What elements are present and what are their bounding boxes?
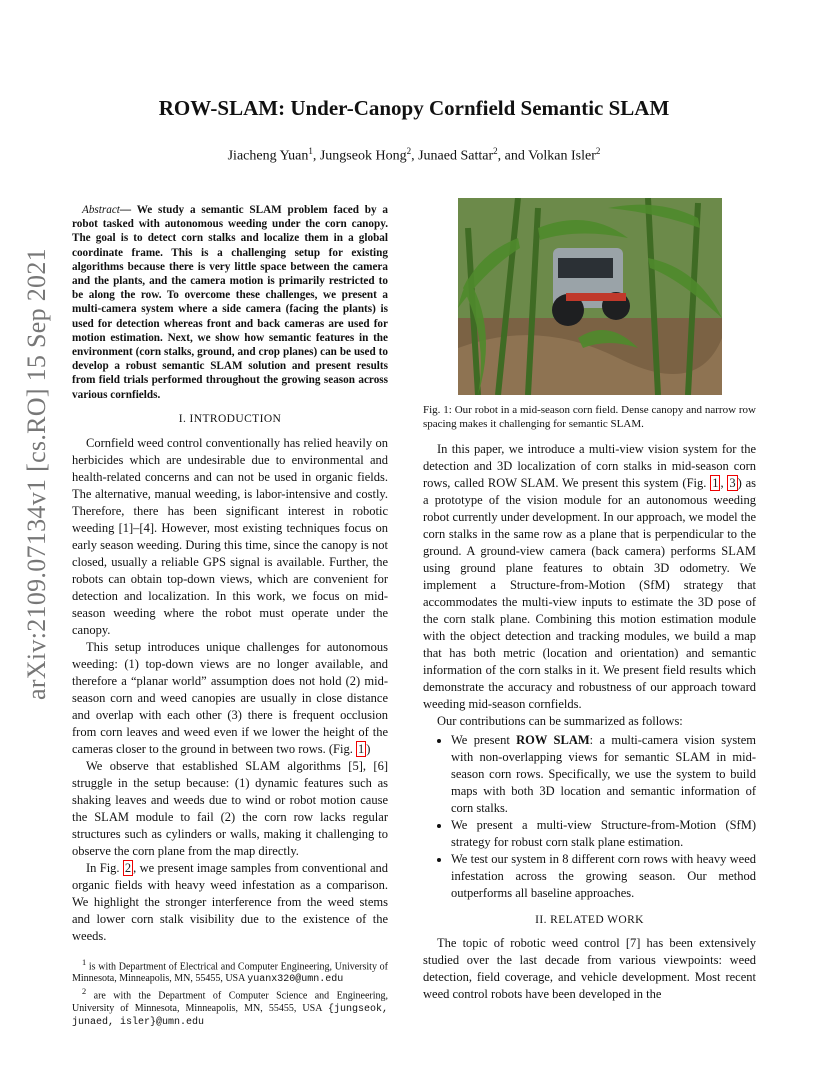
email-address: yuanx320@umn.edu xyxy=(247,974,344,986)
list-item: • We test our system in 8 different corn rows with heavy weed infestation across the growing season. Our method outperforms all baseline approaches. xyxy=(451,851,756,902)
intro-paragraph-4: In Fig. 2 , we present image samples from conventional and organic fields with heavy weed infestation as a comparison. We highlight the stronger interference from the weed stems and lower corn stalk visibility due to the existence of the weeds. xyxy=(72,860,388,943)
body-paragraph: The topic of robotic weed control [7] has been extensively studied over the last decade from various viewpoints: weed detection, field coverage, and vehicle development. Most recent weed control robots have been developed in the xyxy=(423,936,756,1001)
intro-paragraph-1: Cornfield weed control conventionally has relied heavily on herbicides which are undesirable due to environmental and health-related concerns and can not be used in organic fields. The alternative, manual weeding, is labor-intensive and costly. Therefore, there has been significant interest in robotic weeding [1]–[4]. However, most existing techniques focus on early season weeding. During this time, since the canopy is not closed, usually a reliable GPS signal is available. Further, the robots can obtain top-down views, which are convenient for detection and localization. In this work, we focus on mid-season weeding where the robot must operate under the canopy. xyxy=(72,435,388,637)
author-list: Jiacheng Yuan$^1$, Jungseok Hong$^2$, Junaed Sattar$^2$, and Volkan Isler$^2$ xyxy=(227,146,601,164)
right-column xyxy=(423,441,756,1003)
affiliation-mark: 2 xyxy=(493,146,498,156)
list-item: • We present a multi-view Structure-from-Motion (SfM) strategy for robust corn stalk plane estimation. xyxy=(451,817,756,851)
author-name: Jungseok Hong xyxy=(319,148,407,164)
author-name: Jiacheng Yuan xyxy=(227,148,309,164)
abstract-label: Abstract xyxy=(82,204,120,216)
photo-illustration xyxy=(458,198,722,395)
intro-paragraph-3: We observe that established SLAM algorithms [5], [6] struggle in the setup because: (1) dynamic features such as shaking leaves and weeds due to wind or robot motion cause the SLAM module to fail (2) the corn row lacks regular structures such as cylinders or walls, making it challenging to observe the corn plane from the map directly. xyxy=(72,758,388,858)
figure-reference-link[interactable]: 3 xyxy=(729,476,736,490)
figure-caption: Fig. 1: Our robot in a mid-season corn field. Dense canopy and narrow row spacing makes it challenging for semantic SLAM. xyxy=(423,404,756,430)
robot-cornfield-photo xyxy=(458,198,722,395)
figure-reference-link[interactable]: 1 xyxy=(357,741,365,756)
contributions-list xyxy=(423,732,756,902)
email-address: {jungseok, junaed, isler}@umn.edu xyxy=(72,1003,388,1028)
author-name: Volkan Isler xyxy=(528,148,596,164)
footnote-1: $^1$ is with Department of Electrical and Computer Engineering, University of Minnesota, Minneapolis, MN, 55455, USA yuanx320@umn.edu xyxy=(72,957,388,986)
affiliation-mark: 1 xyxy=(308,146,313,156)
affiliation-mark: 2 xyxy=(406,146,412,156)
list-item: • We present ROW SLAM: a multi-camera vision system with non-overlapping views for semantic SLAM in mid-season corn rows. Specifically, we use the system to build maps with both 3D location and semantic information of corn stalks. xyxy=(451,732,756,817)
paper-title: ROW-SLAM: Under-Canopy Cornfield Semantic SLAM xyxy=(158,96,670,120)
left-column xyxy=(72,203,388,1029)
abstract-text: — We study a semantic SLAM problem faced by a robot tasked with autonomous weeding under the corn canopy. The goal is to detect corn stalks and localize them in a global coordinate frame. This is a challenging setup for existing algorithms because there is very little space between the camera and the plants, and the camera motion is primarily restricted to be along the row. To overcome these challenges, we present a multi-camera system where a side camera (facing the plants) is used for detection whereas front and back cameras are used for motion estimation. Next, we show how semantic features in the environment (corn stalks, ground, and crop planes) can be used to develop a robust semantic SLAM solution and present results from field trials performed throughout the growing season across various cornfields. xyxy=(72,204,388,401)
author-name: Junaed Sattar xyxy=(418,148,494,164)
abstract xyxy=(72,203,388,402)
contributions-intro: Our contributions can be summarized as follows: xyxy=(437,714,683,728)
section-heading-introduction: I. INTRODUCTION xyxy=(178,412,282,425)
body-paragraph: In this paper, we introduce a multi-view vision system for the detection and 3D localization of corn stalks in mid-season corn rows, called ROW SLAM. We present this system (Fig. 1 , 3 ) as a prototype of the vision module for an autonomous weeding robot currently under development. In our approach, we model the corn stalks in the same row as a plane that is perpendicular to the ground. A ground-view camera (back camera) performs SLAM using ground plane features to obtain 3D odometry. We implement a Structure-from-Motion (SfM) strategy that accommodates the multi-view inputs to estimate the 3D pose of the corn stalk plane. Combining this motion estimation module with the object detection and tracking modules, we build a map that has both metric (location and orientation) and semantic information of the corn stalks in it. We present field results which demonstrate the accuracy and robustness of our approach toward weeding mid-season cornfields. xyxy=(423,442,756,711)
figure-reference-link[interactable]: 1 xyxy=(712,476,719,490)
arxiv-identifier: arXiv:2109.07134v1 [cs.RO] 15 Sep 2021 xyxy=(22,248,51,700)
section-heading-related-work: II. RELATED WORK xyxy=(535,914,644,926)
figure-reference-link[interactable]: 2 xyxy=(124,860,132,875)
affiliation-mark: 2 xyxy=(595,146,601,156)
footnotes xyxy=(72,957,388,1029)
intro-paragraph-2: This setup introduces unique challenges for autonomous weeding: (1) top-down views are no longer available, and therefore a “planar world” assumption does not hold (2) mid-season corn and weed canopies are usually in close distance and overlap with each other (3) there is frequent occlusion from corn leaves and weed even if we lower the height of the cameras closer to the ground in between two rows. (Fig. 1 ) xyxy=(72,639,388,756)
footnote-2: $^2$ are with the Department of Computer Science and Engineering, University of Minnesota, Minneapolis, MN, 55455, USA {jungseok, junaed, isler}@umn.edu xyxy=(72,987,388,1028)
